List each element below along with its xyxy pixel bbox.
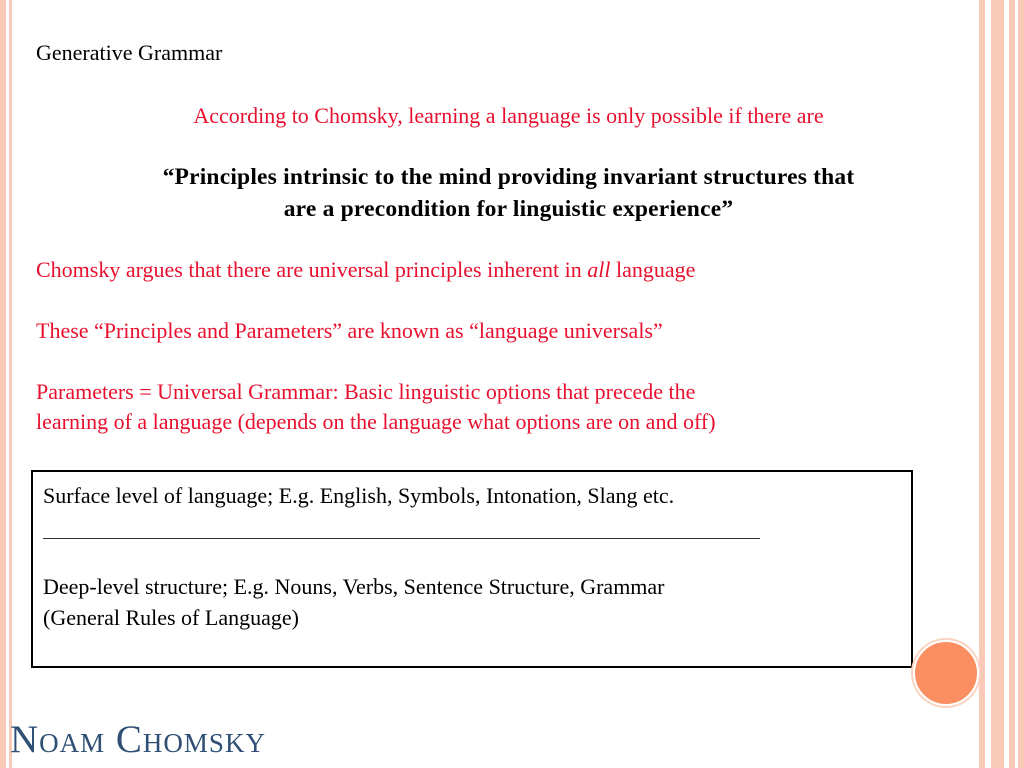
right-decorative-stripe-wide [991,0,1004,768]
parameters-line-2: learning of a language (depends on the language what options are on and off) [36,409,716,434]
decorative-circle [913,640,979,706]
universal-emphasis: all [587,257,611,282]
quote-line-1: “Principles intrinsic to the mind providing invariant structures that [162,164,855,190]
deep-level-line-2: (General Rules of Language) [43,605,299,630]
left-decorative-stripe-thin [9,0,12,768]
deep-level-line-1: Deep-level structure; E.g. Nouns, Verbs, Sentence Structure, Grammar [43,574,665,599]
left-decorative-stripe [0,0,6,768]
universal-text-end: language [610,257,696,282]
deep-level-text [43,571,665,633]
right-decorative-stripe [1018,0,1024,768]
divider-line [43,538,760,539]
right-decorative-stripe [1009,0,1015,768]
universal-text-start: Chomsky argues that there are universal principles inherent in [36,257,588,282]
parameters-text [36,377,976,437]
slide-title: Noam Chomsky [10,718,266,761]
principles-quote [36,161,981,225]
universal-principles-text [36,255,976,285]
surface-level-text: Surface level of language; E.g. English, Symbols, Intonation, Slang etc. [43,483,675,508]
principles-parameters-text: These “Principles and Parameters” are known as “language universals” [36,318,663,343]
language-levels-box [31,470,913,668]
parameters-line-1: Parameters = Universal Grammar: Basic linguistic options that precede the [36,379,696,404]
intro-text: According to Chomsky, learning a language is only possible if there are [193,103,824,128]
quote-line-2: are a precondition for linguistic experience” [283,196,734,222]
slide-heading: Generative Grammar [36,40,223,65]
